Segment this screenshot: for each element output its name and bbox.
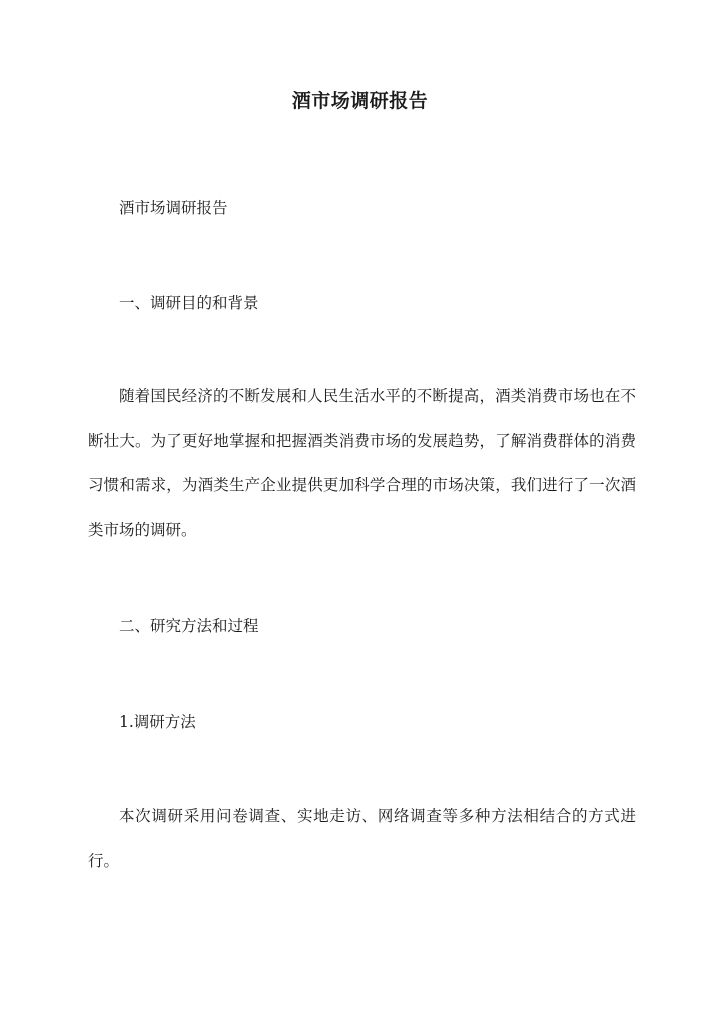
subsection-heading-method: 1.调研方法: [119, 713, 196, 731]
document-title: 酒市场调研报告: [291, 90, 429, 112]
paragraph-background: 随着国民经济的不断发展和人民生活水平的不断提高，酒类消费市场也在不断壮大。为了更好地掌握和把握酒类消费市场的发展趋势，了解消费群体的消费习惯和需求，为酒类生产企业提供更加科学合理的市场决策，我们进行了一次酒类市场的调研。: [88, 387, 636, 539]
section-heading-method: 二、研究方法和过程: [119, 617, 259, 635]
section-heading-purpose: 一、调研目的和背景: [119, 294, 259, 312]
paragraph-method: 本次调研采用问卷调查、实地走访、网络调查等多种方法相结合的方式进行。: [88, 807, 636, 870]
document-subtitle: 酒市场调研报告: [119, 199, 228, 217]
